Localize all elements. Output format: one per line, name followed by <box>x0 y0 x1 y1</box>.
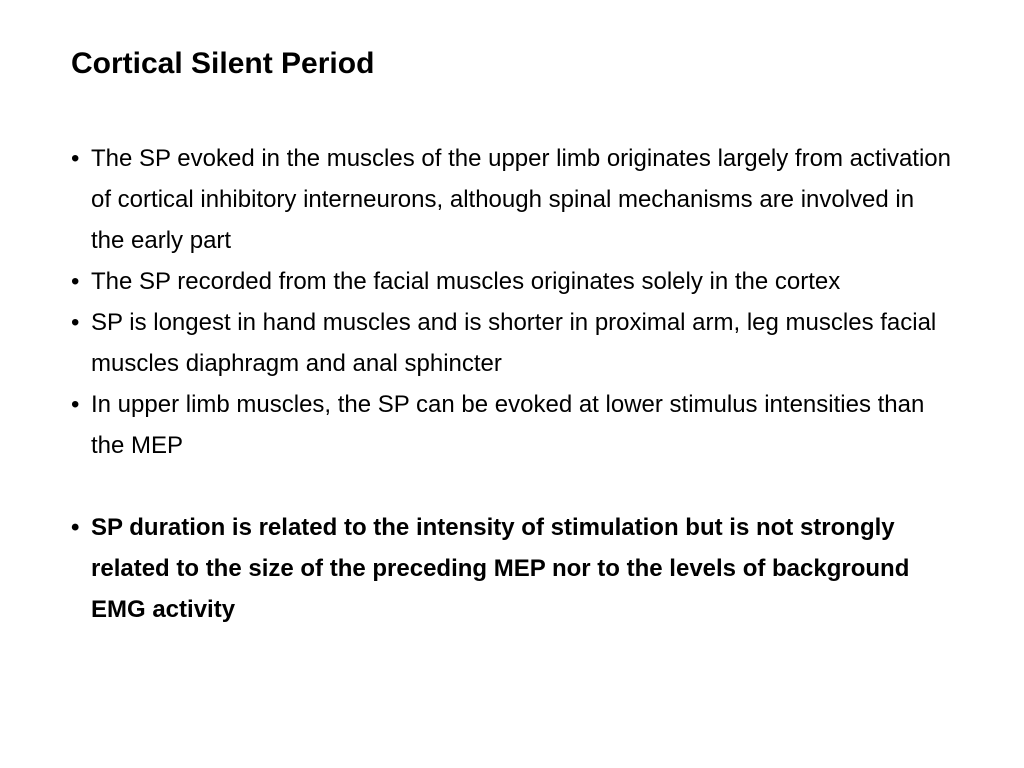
bullet-marker: • <box>71 268 80 295</box>
slide-title: Cortical Silent Period <box>71 47 375 80</box>
bullet-marker: • <box>71 145 80 172</box>
bullet-list <box>71 138 951 630</box>
bullet-item <box>71 384 951 466</box>
bullet-marker: • <box>71 309 80 336</box>
bullet-marker: • <box>71 391 80 418</box>
bullet-text: The SP recorded from the facial muscles originates solely in the cortex <box>91 268 841 295</box>
bullet-text: SP duration is related to the intensity of stimulation but is not strongly related to the size of the preceding MEP nor to the levels of background EMG activity <box>91 514 910 623</box>
bullet-item <box>71 261 951 302</box>
bullet-text: In upper limb muscles, the SP can be evoked at lower stimulus intensities than the MEP <box>91 391 925 459</box>
bullet-item <box>71 138 951 261</box>
bullet-item <box>71 302 951 384</box>
bullet-text: SP is longest in hand muscles and is shorter in proximal arm, leg muscles facial muscles diaphragm and anal sphincter <box>91 309 937 377</box>
bullet-marker: • <box>71 514 80 541</box>
bullet-item-emphasized <box>71 507 951 630</box>
bullet-text: The SP evoked in the muscles of the upper limb originates largely from activation of cortical inhibitory interneurons, although spinal mechanisms are involved in the early part <box>91 145 951 254</box>
